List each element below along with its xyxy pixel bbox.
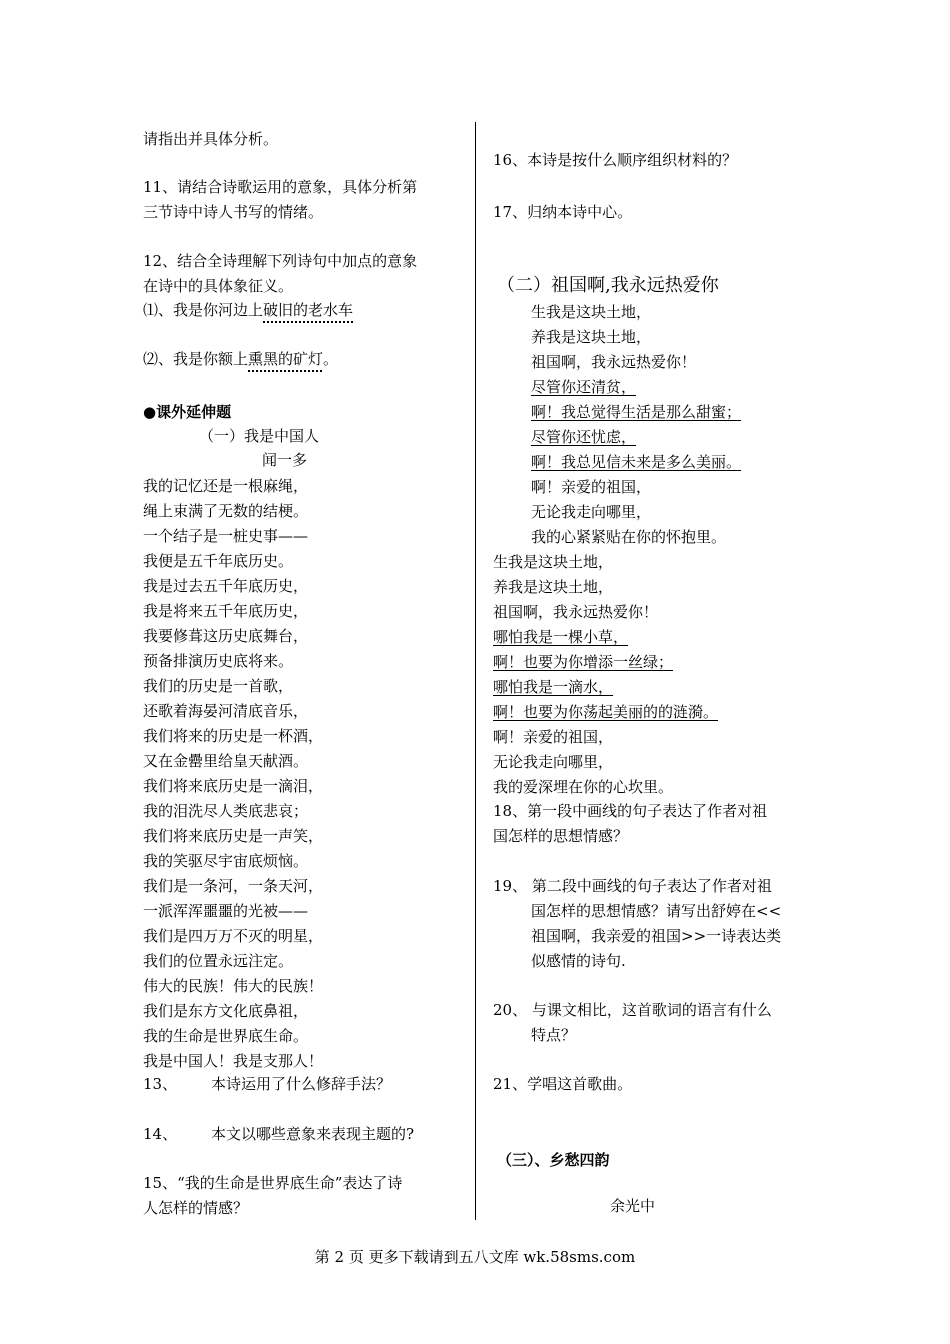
q13-text: 本诗运用了什么修辞手法？ [211, 1075, 392, 1093]
poem-line: 我们将来底历史是一滴泪， [143, 777, 324, 795]
poem-line: 生我是这块土地， [493, 553, 614, 571]
q19-line2: 国怎样的思想情感？请写出舒婷在<< [531, 902, 782, 920]
q21: 21、学唱这首歌曲。 [493, 1075, 633, 1093]
poem-line: 我的记忆还是一根麻绳， [143, 477, 309, 495]
q17: 17、归纳本诗中心。 [493, 203, 633, 221]
poem1-author: 闻一多 [262, 451, 308, 469]
q14-text: 本文以哪些意象来表现主题的? [211, 1125, 415, 1143]
poem-line: 养我是这块土地， [531, 328, 652, 346]
q14-number: 14、 [143, 1125, 178, 1143]
poem-line: 我的生命是世界底生命。 [143, 1027, 309, 1045]
poem-line: 啊！亲爱的祖国， [493, 728, 614, 746]
q20-line2: 特点？ [531, 1026, 577, 1044]
poem-line: 我是中国人！我是支那人！ [143, 1052, 324, 1070]
poem-line: 我们将来的历史是一杯酒， [143, 727, 324, 745]
poem-line: 祖国啊，我永远热爱你！ [493, 603, 659, 621]
poem-line: 绳上束满了无数的结梗。 [143, 502, 309, 520]
underlined-line: 哪怕我是一滴水， [493, 678, 614, 696]
poem-line: 啊！亲爱的祖国， [531, 478, 652, 496]
poem3-author: 余光中 [610, 1197, 656, 1215]
q18-line1: 18、第一段中画线的句子表达了作者对祖 [493, 802, 768, 820]
poem-line: 我是将来五千年底历史， [143, 602, 309, 620]
poem3-title: （三）、乡愁四韵 [497, 1151, 610, 1169]
poem-line: 我的泪洗尽人类底悲哀； [143, 802, 309, 820]
poem-line: 我的爱深埋在你的心坎里。 [493, 778, 674, 796]
underlined-line: 尽管你还忧虑， [531, 428, 637, 446]
q12-line2: 在诗中的具体象征义。 [143, 277, 294, 295]
underlined-line: 尽管你还清贫， [531, 378, 637, 396]
underlined-line: 啊！也要为你增添一丝绿； [493, 653, 674, 671]
poem-line: 我们是东方文化底鼻祖， [143, 1002, 309, 1020]
q10-tail: 请指出并具体分析。 [143, 130, 279, 148]
q12-item2-prefix: ⑵、我是你额上 [143, 350, 249, 368]
poem-line: 我的心紧紧贴在你的怀抱里。 [531, 528, 727, 546]
q12-item2 [143, 349, 338, 369]
page-footer: 第 2 页 更多下载请到五八文库 wk.58sms.com [314, 1248, 636, 1266]
poem1-title: （一）我是中国人 [199, 427, 320, 445]
poem-line: 又在金罍里给皇天献酒。 [143, 752, 309, 770]
poem-line: 我们的历史是一首歌， [143, 677, 294, 695]
underlined-line: 啊！也要为你荡起美丽的的涟漪。 [493, 703, 719, 721]
poem-line: 还歌着海晏河清底音乐， [143, 702, 309, 720]
underlined-line: 啊！我总见信未来是多么美丽。 [531, 453, 742, 471]
poem2-title: （二）祖国啊,我永远热爱你 [497, 275, 719, 296]
q11-line2: 三节诗中诗人书写的情绪。 [143, 203, 324, 221]
q19-line3: 祖国啊，我亲爱的祖国>>一诗表达类 [531, 927, 782, 945]
poem-line: 我要修葺这历史底舞台， [143, 627, 309, 645]
poem-line: 一派浑浑噩噩的光被—— [143, 902, 309, 920]
poem-line: 我们的位置永远注定。 [143, 952, 294, 970]
poem-line: 我们是一条河，一条天河， [143, 877, 324, 895]
q16: 16、本诗是按什么顺序组织材料的？ [493, 151, 738, 169]
poem-line: 无论我走向哪里， [493, 753, 614, 771]
q12-item2-suffix: 。 [323, 350, 339, 368]
q20-line1: 20、 与课文相比，这首歌词的语言有什么 [493, 1001, 772, 1019]
poem-line: 一个结子是一桩史事—— [143, 527, 309, 545]
poem-line: 伟大的民族！伟大的民族！ [143, 977, 324, 995]
poem-line: 养我是这块土地， [493, 578, 614, 596]
q12-line1: 12、结合全诗理解下列诗句中加点的意象 [143, 252, 418, 270]
poem-line: 祖国啊，我永远热爱你！ [531, 353, 697, 371]
q19-line1: 19、 第二段中画线的句子表达了作者对祖 [493, 877, 772, 895]
q12-item1-prefix: ⑴、我是你河边上 [143, 301, 264, 319]
section-heading: ●课外延伸题 [143, 403, 232, 421]
column-divider [475, 122, 476, 1220]
q15-line1: 15、“我的生命是世界底生命”表达了诗 [143, 1174, 403, 1192]
q12-item1-dotted: 破旧的老水车 [263, 301, 354, 319]
poem-line: 我是过去五千年底历史， [143, 577, 309, 595]
underlined-line: 啊！我总觉得生活是那么甜蜜； [531, 403, 742, 421]
poem-line: 生我是这块土地， [531, 303, 652, 321]
poem-line: 预备排演历史底将来。 [143, 652, 294, 670]
poem-line: 无论我走向哪里， [531, 503, 652, 521]
q19-line4: 似感情的诗句. [531, 952, 626, 970]
poem-line: 我们将来底历史是一声笑， [143, 827, 324, 845]
underlined-line: 哪怕我是一棵小草， [493, 628, 629, 646]
q12-item1 [143, 300, 353, 320]
poem-line: 我的笑驱尽宇宙底烦恼。 [143, 852, 309, 870]
q12-item2-dotted: 熏黑的矿灯 [248, 350, 324, 368]
poem-line: 我们是四万万不灭的明星， [143, 927, 324, 945]
q18-line2: 国怎样的思想情感？ [493, 827, 629, 845]
poem-line: 我便是五千年底历史。 [143, 552, 294, 570]
q11-line1: 11、请结合诗歌运用的意象，具体分析第 [143, 178, 418, 196]
q13-number: 13、 [143, 1075, 178, 1093]
q15-line2: 人怎样的情感？ [143, 1199, 249, 1217]
